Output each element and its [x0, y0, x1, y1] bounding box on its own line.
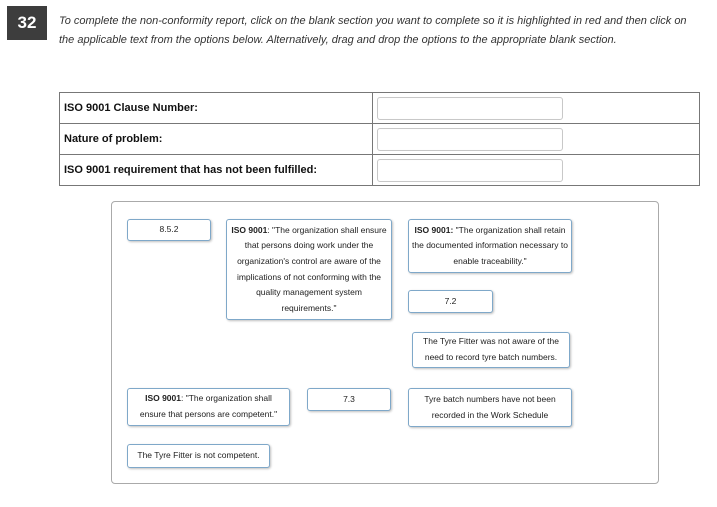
requirement-not-fulfilled-drop-slot[interactable] [377, 159, 563, 182]
non-conformity-report-table [59, 92, 700, 186]
option-persons-competent[interactable] [127, 388, 290, 426]
option-fitter-not-competent[interactable] [127, 444, 270, 468]
option-8-5-2[interactable] [127, 219, 211, 241]
option-text [412, 223, 568, 270]
requirement-not-fulfilled-cell[interactable] [373, 155, 700, 186]
nature-of-problem-label: Nature of problem: [60, 124, 373, 155]
option-retain-documented-info[interactable] [408, 219, 572, 273]
option-fitter-not-aware[interactable] [412, 332, 570, 368]
question-number-badge: 32 [7, 6, 47, 40]
clause-number-cell[interactable] [373, 93, 700, 124]
report-row-nature [60, 124, 700, 155]
option-text: The Tyre Fitter was not aware of the need to record tyre batch numbers. [423, 336, 559, 362]
nature-of-problem-drop-slot[interactable] [377, 128, 563, 151]
report-row-requirement [60, 155, 700, 186]
clause-number-drop-slot[interactable] [377, 97, 563, 120]
option-body: "The organization shall retain the documented information necessary to enable traceability." [412, 224, 568, 266]
option-text: 7.3 [343, 393, 355, 404]
option-text [131, 391, 286, 422]
clause-number-label: ISO 9001 Clause Number: [60, 93, 373, 124]
instructions-text: To complete the non-conformity report, click on the blank section you want to complete so it is highlighted in red and then click on the applicable text from the options below. Alternatively, drag and drop the options to the appropriate blank section. [59, 15, 687, 46]
option-prefix: ISO 9001: [414, 224, 454, 235]
option-text: Tyre batch numbers have not been recorded in the Work Schedule [424, 393, 556, 420]
option-batch-numbers-not-recorded[interactable] [408, 388, 572, 427]
option-7-3[interactable] [307, 388, 391, 411]
option-text: 8.5.2 [159, 224, 179, 235]
option-7-2[interactable] [408, 290, 493, 313]
option-body: : "The organization shall ensure that persons doing work under the organization's control are aware of the implications of not conforming with the quality management system requirements." [236, 224, 387, 313]
option-body: : "The organization shall ensure that persons are competent." [139, 393, 278, 419]
nature-of-problem-cell[interactable] [373, 124, 700, 155]
option-text [230, 223, 388, 317]
option-text: The Tyre Fitter is not competent. [137, 450, 260, 461]
option-prefix: ISO 9001 [231, 224, 268, 235]
report-row-clause [60, 93, 700, 124]
option-persons-aware[interactable] [226, 219, 392, 320]
requirement-not-fulfilled-label: ISO 9001 requirement that has not been fulfilled: [60, 155, 373, 186]
option-text: 7.2 [444, 295, 457, 306]
option-prefix: ISO 9001 [145, 393, 181, 404]
